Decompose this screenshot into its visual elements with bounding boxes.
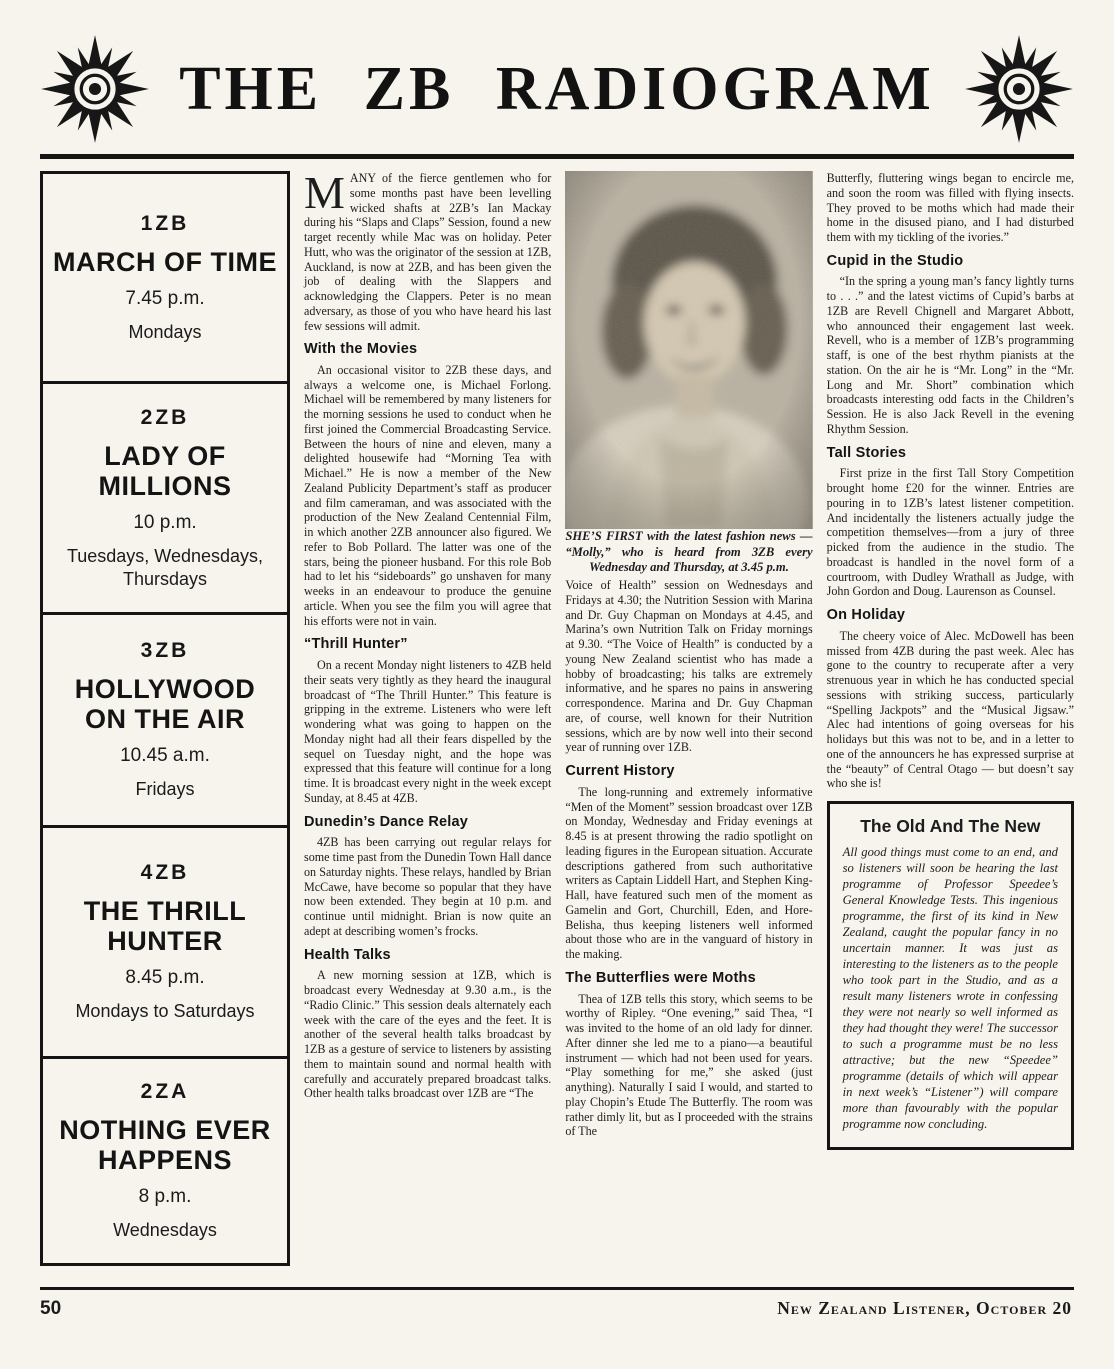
- station-name: 2ZA: [140, 1080, 190, 1104]
- programme-time: 8 p.m.: [138, 1186, 192, 1208]
- programme-time: 8.45 p.m.: [125, 967, 205, 989]
- portrait-photo: [565, 171, 812, 529]
- programme-sidebar: [40, 171, 290, 1283]
- masthead-rule: [40, 154, 1074, 159]
- publication-line: New Zealand Listener, October 20: [777, 1297, 1072, 1318]
- programme-days: Mondays to Saturdays: [75, 1001, 255, 1022]
- section-text: First prize in the first Tall Story Competition brought home £20 for the winner. Entries are pouring in to 1ZB’s latest listener competition. And incidentally the listeners actually judge the competition themselves—from a jury of three picked from the audience in the studio. The broadcast is handled in the novel form of a courtroom, with Dudley Wrathall as Judge, with John Gordon and Doug. Laurenson as Counsel.: [826, 466, 1074, 599]
- drop-cap: M: [304, 171, 345, 218]
- programme-time: 10 p.m.: [133, 512, 197, 534]
- section-heading-butterflies-were-moths: The Butterflies were Moths: [565, 969, 756, 986]
- section-text: A new morning session at 1ZB, which is broadcast every Wednesday at 9.30 a.m., is the “Radio Clinic.” This session deals alternately each week with the care of the eyes and the feet. It is another of the several health talks broadcast by 1ZB as a gesture of service to listeners by assisting them to maintain sound and normal health with carefully and accurately prepared broadcast talks. Other health talks broadcast over 1ZB are “The: [304, 968, 552, 1101]
- continued-paragraph: Voice of Health” session on Wednesdays and Fridays at 4.30; the Nutrition Session with Marina and Dr. Guy Chapman on Mondays at 4.45, and Marina’s own Nutrition Talk on Friday mornings at 9.30. “The Voice of Health” is conducted by a young New Zealand scientist who has made a hobby of broadcasting; his talks are extremely informative, and he spares no pains in answering correspondence. Marina and Dr. Guy Chapman are, of course, well known for their Nutrition sessions, which are by now well into their second year of running over 1ZB.: [565, 578, 813, 755]
- old-and-new-box: [827, 801, 1074, 1150]
- article-column-3: [827, 171, 1074, 1283]
- box-heading: The Old And The New: [860, 816, 1041, 837]
- programme-days: Tuesdays, Wednesdays, Thursdays: [66, 546, 264, 589]
- programme-title: HOLLYWOOD ON THE AIR: [74, 674, 256, 735]
- section-text: Thea of 1ZB tells this story, which seems to be worthy of Ripley. “One evening,” said Thea, “I was invited to the home of an old lady for dinner. After dinner she led me to a piano—a beautiful instrument — which had not been used for years. “Play something for me,” she asked (just anything). Naturally I said I would, and started to play Chopin’s Etude The Butterfly. The room was rather dimly lit, but as I proceeded with the strains of The: [565, 991, 813, 1139]
- section-heading-health-talks: Health Talks: [304, 946, 391, 963]
- section-heading-with-the-movies: With the Movies: [304, 341, 418, 358]
- station-name: 4ZB: [140, 861, 190, 885]
- programme-box-2za: [40, 1056, 290, 1266]
- section-heading-tall-stories: Tall Stories: [826, 444, 907, 461]
- section-heading-on-holiday: On Holiday: [826, 607, 906, 624]
- zb-station-emblem-left-icon: [40, 34, 150, 144]
- section-text: The cheery voice of Alec. McDowell has been missed from 4ZB during the past week. Alec has gone to the country to recuperate after a very strenuous year in which he has conducted special sessions with striking success, particularly “Spelling Jackpots” and the “Musical Jigsaw.” Alec had intentions of going overseas for his holidays but this was not to be, and in a letter to one of the announcers he has expressed surprise at the “beauty” of Central Otago — but doesn’t say who she is!: [826, 628, 1074, 791]
- section-text: “In the spring a young man’s fancy lightly turns to . . .” and the latest victims of Cupid’s barbs at 1ZB are Revell Chignell and Margaret Abbott, who announced their engagement last week. Revell, who is a member of 1ZB’s programming staff, is one of the best rhythm pianists at the station. On the air he is “Mr. Long” in the “Mr. Long and Mr. Short” combination which broadcasts interesting odd facts in the Children’s Session. He is also Jack Revell in the evening Rhythm Session.: [826, 274, 1074, 436]
- article-column-1: [304, 171, 551, 1283]
- page-title: THE ZB RADIOGRAM: [179, 54, 935, 123]
- station-name: 2ZB: [140, 405, 190, 429]
- section-text: The long-running and extremely informative “Men of the Moment” session broadcast over 1ZB on Monday, Wednesday and Friday evenings at 8.45 is at present throwing the radio spotlight on leading figures in the European situation. Accurate descriptions gathered from such authoritative writers as Captain Liddell Hart, and Stephen King-Hall, have featured such men of the moment as Gamelin and Gort, Churchill, Eden, and Hore-Belisha, thus keeping listeners well informed about those who are in the vanguard of history in the making.: [565, 784, 813, 962]
- article-column-2: [565, 171, 812, 1283]
- section-text: On a recent Monday night listeners to 4ZB held their seats very tightly as they heard the inaugural broadcast of “The Thrill Hunter.” This feature is gripping in the extreme. Listeners who were left wondering what was going to happen on the Monday night had all their fears dispelled by the sequel on Tuesday night, and the hope was expressed that this feature will continue for a long time. It is broadcast every night in the week except Sunday, at 8.45 at 4ZB.: [304, 658, 552, 805]
- photo-caption: SHE’S FIRST with the latest fashion news — “Molly,” who is heard from 3ZB every Wednesday and Thursday, at 3.45 p.m.: [565, 529, 813, 575]
- station-name: 3ZB: [140, 639, 190, 663]
- programme-days: Wednesdays: [113, 1220, 217, 1241]
- intro-text: ANY of the fierce gentlemen who for some months past have been levelling wicked shafts at 2ZB’s Ian Mackay during his “Slaps and Claps” Session, found a new target recently while Mac was on holiday. Peter Hutt, who was the originator of the session at 1ZB, Auckland, is now at 2ZB, and has been given the job of dealing with the Slappers and acknowledging the Clappers. Peter is no mean adversary, as those of you who have heard his last few sessions will admit.: [304, 171, 552, 333]
- programme-title: LADY OF MILLIONS: [98, 440, 232, 501]
- section-text: 4ZB has been carrying out regular relays for some time past from the Dunedin Town Hall dance on Saturday nights. These relays, handled by Brian McCawe, have become so popular that they have now been extended. They begin at 10 p.m. and continue until midnight. Brian is now quite an adept at describing women’s frocks.: [304, 835, 552, 938]
- section-text: An occasional visitor to 2ZB these days, and always a welcome one, is Michael Forlong. Michael will be remembered by many listeners for the morning sessions he used to conduct when he first joined the Commercial Broadcasting Service. Between the hours of nine and eleven, many a delighted housewife had “Morning Tea with Michael.” He is now a member of the New Zealand Publicity Department’s staff as producer and film cameraman, and was associated with the production of the New Zealand Centennial Film, in which another 2ZB announcer also figured. We refer to Bob Pollard. The latter was one of the stars, being the pioneer husband. For this role Bob had to let his “sideboards” go unshaven for many weeks in an endeavour to produce the genuine article. When you see the film you will agree that his efforts were not in vain.: [304, 362, 552, 628]
- programme-title: THE THRILL HUNTER: [83, 896, 247, 957]
- programme-time: 10.45 a.m.: [120, 745, 210, 767]
- continued-paragraph: Butterfly, fluttering wings began to encircle me, and soon the room was filled with flying insects. They proved to be moths which had made their home in the disused piano, and I had disturbed them with my tickling of the ivories.”: [826, 171, 1074, 244]
- page-footer: [40, 1287, 1074, 1320]
- programme-time: 7.45 p.m.: [125, 287, 205, 309]
- programme-box-3zb: [40, 612, 290, 828]
- masthead: [40, 30, 1074, 148]
- box-text: All good things must come to an end, and so listeners will soon be hearing the last programme of Professor Speedee’s General Knowledge Tests. This ingenious programme, the first of its kind in New Zealand, caught the popular fancy in no uncertain manner. It was just as interesting to the listeners as to the people who took part in the Studio, and as a result many listeners wrote in confessing they were not nearly so well informed as they had thought they were! The successor to such a programme must be no less attractive; but the new “Speedee” programme (details of which will appear in next week’s “Listener”) will compare more than favourably with the popular programme now concluding.: [842, 845, 1058, 1132]
- intro-paragraph: [304, 171, 551, 333]
- programme-days: Mondays: [128, 321, 202, 342]
- programme-title: MARCH OF TIME: [53, 246, 277, 277]
- programme-box-2zb: [40, 381, 290, 615]
- programme-days: Fridays: [135, 779, 195, 800]
- section-heading-current-history: Current History: [565, 763, 675, 780]
- programme-box-1zb: [40, 171, 290, 384]
- section-heading-cupid-in-the-studio: Cupid in the Studio: [826, 252, 964, 269]
- page-number: 50: [40, 1297, 62, 1319]
- station-name: 1ZB: [140, 211, 190, 235]
- programme-title: NOTHING EVER HAPPENS: [59, 1115, 271, 1176]
- programme-box-4zb: [40, 825, 290, 1059]
- section-heading-dunedins-dance-relay: Dunedin’s Dance Relay: [304, 813, 469, 830]
- section-heading-thrill-hunter: “Thrill Hunter”: [304, 636, 408, 653]
- page-content: [40, 171, 1074, 1283]
- zb-station-emblem-right-icon: [964, 34, 1074, 144]
